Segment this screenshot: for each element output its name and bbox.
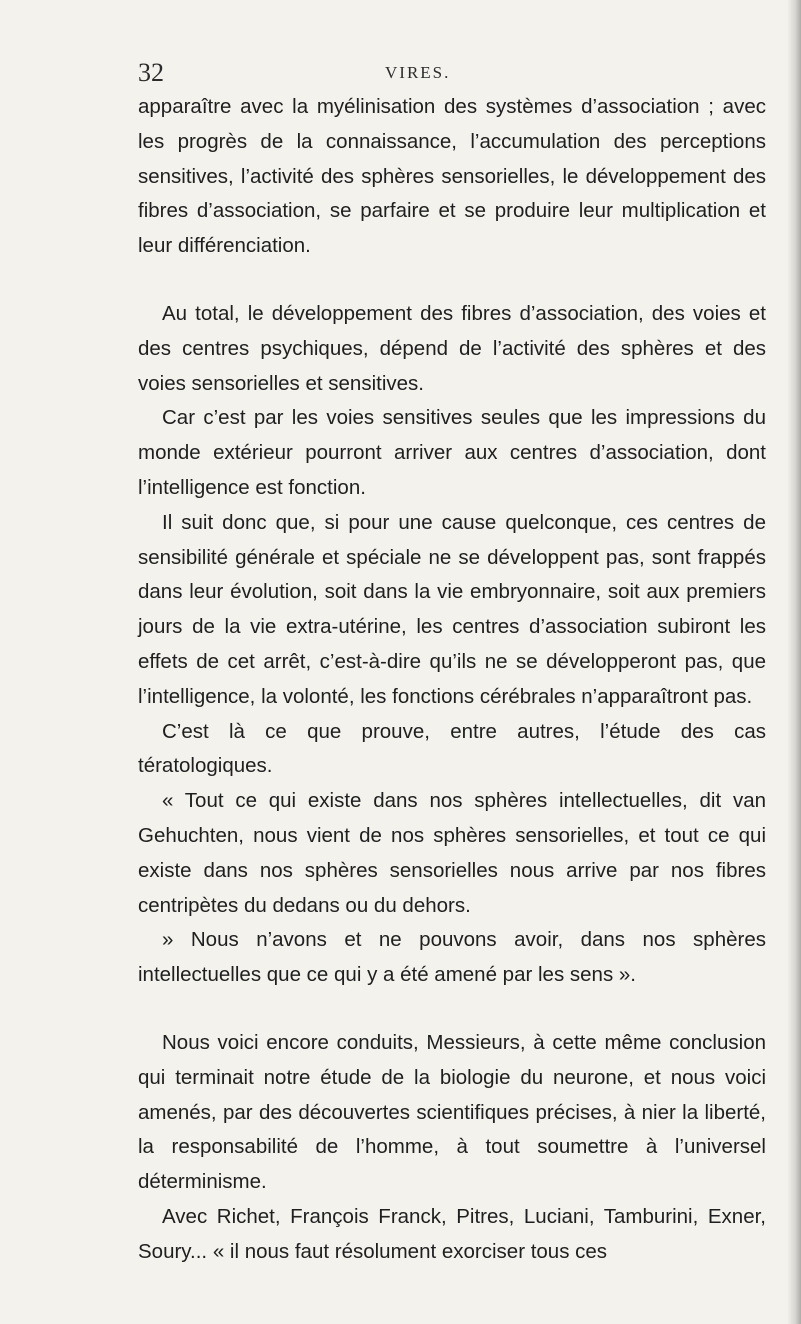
running-title: VIRES.: [385, 63, 451, 82]
page-number: 32: [138, 58, 164, 87]
paragraph: Il suit donc que, si pour une cause quelconque, ces centres de sensibilité générale et spéciale ne se développent pas, sont frappés dans leur évolution, soit dans la vie embryonnaire, soit aux premiers jours de la vie extra-utérine, les centres d’association subiront les effets de cet arrêt, c’est-à-dire qu’ils ne se développeront pas, que l’intelligence, la volonté, les fonctions cérébrales n’apparaîtront pas.: [138, 510, 766, 708]
paragraph-gap: [138, 993, 766, 1026]
paragraph-gap: [138, 264, 766, 297]
body-text: [138, 90, 766, 1270]
quotation-paragraph: « Tout ce qui existe dans nos sphères intellectuelles, dit van Gehuchten, nous vient de nos sphères sensorielles, et tout ce qui existe dans nos sphères sensorielles nous arrive par nos fibres centripètes du dedans ou du dehors.: [138, 789, 766, 917]
page-header: [0, 0, 801, 100]
paragraph: Nous voici encore conduits, Messieurs, à cette même conclusion qui terminait notre étude de la biologie du neurone, et nous voici amenés, par des découvertes scientifiques précises, à nier la liberté, la responsabilité de l’homme, à tout soumettre à l’universel déterminisme.: [138, 1030, 766, 1194]
paragraph: C’est là ce que prouve, entre autres, l’étude des cas tératologiques.: [138, 719, 766, 778]
paragraph: apparaître avec la myélinisation des systèmes d’association ; avec les progrès de la connaissance, l’accumulation des perceptions sensitives, l’activité des sphères sensorielles, le développement des fibres d’association, se parfaire et se produire leur multiplication et leur différenciation.: [138, 95, 766, 258]
paragraph: Avec Richet, François Franck, Pitres, Luciani, Tamburini, Exner, Soury... « il nous faut résolument exorciser tous ces: [138, 1204, 766, 1263]
paragraph: Au total, le développement des fibres d’association, des voies et des centres psychiques, dépend de l’activité des sphères et des voies sensorielles et sensitives.: [138, 301, 766, 395]
page-binding-shadow: [787, 0, 801, 1324]
quotation-paragraph: » Nous n’avons et ne pouvons avoir, dans nos sphères intellectuelles que ce qui y a été amené par les sens ».: [138, 928, 766, 987]
paragraph: Car c’est par les voies sensitives seules que les impressions du monde extérieur pourront arriver aux centres d’association, dont l’intelligence est fonction.: [138, 406, 766, 499]
